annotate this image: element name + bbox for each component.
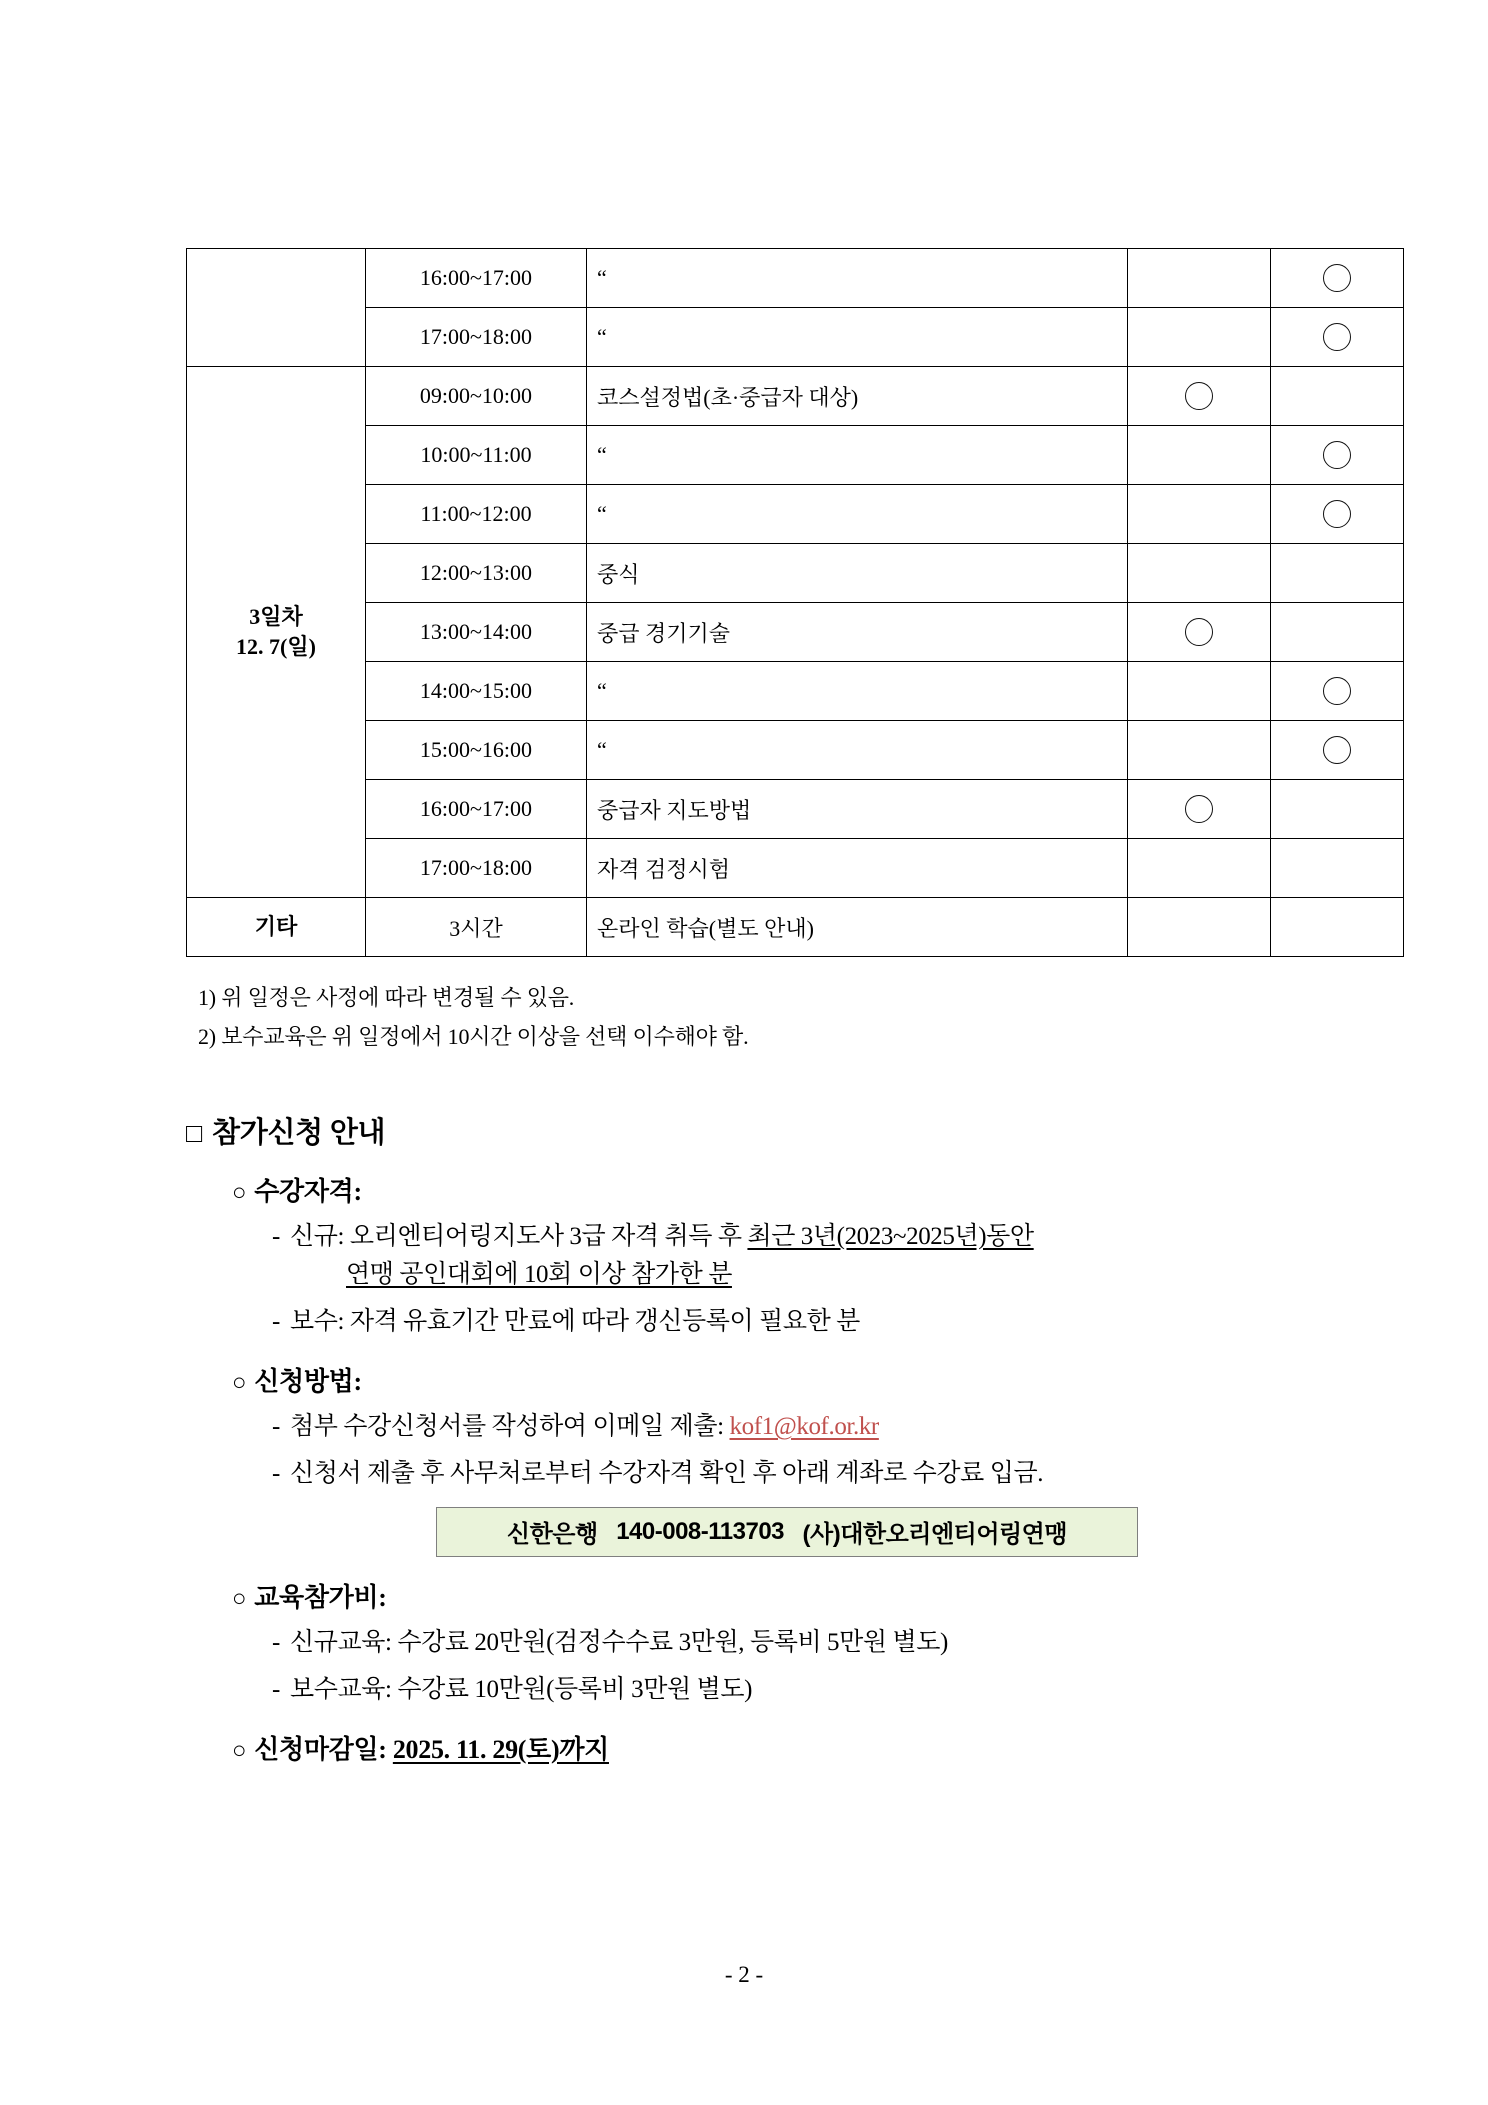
check-circle-icon (1323, 500, 1351, 528)
time-cell: 11:00~12:00 (366, 485, 587, 544)
table-row (187, 662, 1404, 721)
dash-bullet-icon: - (272, 1628, 280, 1656)
theory-cell (1128, 780, 1271, 839)
theory-cell (1128, 898, 1271, 957)
practice-cell (1271, 721, 1404, 780)
theory-cell (1128, 308, 1271, 367)
theory-cell (1128, 662, 1271, 721)
subject-cell: “ (587, 308, 1128, 367)
dash-bullet-icon: - (272, 1308, 280, 1335)
schedule-table (186, 248, 1404, 957)
table-notes (198, 979, 1306, 1056)
time-cell: 12:00~13:00 (366, 544, 587, 603)
table-row (187, 603, 1404, 662)
list-item-fee-renew (272, 1671, 1306, 1709)
theory-cell (1128, 367, 1271, 426)
qualification-new-line2: 연맹 공인대회에 10회 이상 참가한 분 (346, 1260, 732, 1288)
subject-cell: 중급자 지도방법 (587, 780, 1128, 839)
table-row (187, 780, 1404, 839)
list-item-fee (232, 1577, 1306, 1614)
time-cell: 17:00~18:00 (366, 839, 587, 898)
fee-label: 교육참가비: (254, 1582, 387, 1612)
table-row (187, 426, 1404, 485)
subject-cell: 중식 (587, 544, 1128, 603)
day-label-line1: 3일차 (249, 604, 303, 630)
table-row (187, 308, 1404, 367)
practice-cell (1271, 839, 1404, 898)
bank-account-holder: (사)대한오리엔티어링연맹 (802, 1521, 1068, 1548)
theory-cell (1128, 426, 1271, 485)
day-cell-empty-top (187, 249, 366, 367)
list-item-deadline (232, 1729, 1306, 1766)
page-number: - 2 - (724, 1962, 764, 1987)
circle-bullet-icon: ○ (232, 1737, 247, 1764)
table-row (187, 249, 1404, 308)
qualification-new-prefix: 신규: 오리엔티어링지도사 3급 자격 취득 후 (289, 1223, 748, 1250)
list-item-apply-payment (272, 1455, 1306, 1493)
check-circle-icon (1323, 677, 1351, 705)
subject-cell: 중급 경기기술 (587, 603, 1128, 662)
check-circle-icon (1185, 795, 1213, 823)
section-title: 참가신청 안내 (212, 1117, 386, 1149)
time-cell: 14:00~15:00 (366, 662, 587, 721)
qualification-renew-text: 보수: 자격 유효기간 만료에 따라 갱신등록이 필요한 분 (289, 1308, 860, 1335)
day-cell-etc: 기타 (187, 898, 366, 957)
dash-bullet-icon: - (272, 1460, 280, 1487)
subject-cell: 온라인 학습(별도 안내) (587, 898, 1128, 957)
bank-account-box (436, 1507, 1138, 1557)
bank-spacer1 (598, 1518, 617, 1546)
practice-cell (1271, 780, 1404, 839)
table-row (187, 485, 1404, 544)
table-row (187, 367, 1404, 426)
page-footer (0, 1962, 1488, 1988)
theory-cell (1128, 721, 1271, 780)
dash-bullet-icon: - (272, 1676, 280, 1703)
list-item-qualification-new-cont (346, 1256, 1306, 1294)
theory-cell (1128, 485, 1271, 544)
subject-cell: “ (587, 249, 1128, 308)
list-item-qualification (232, 1171, 1306, 1208)
deadline-value: 2025. 11. 29(토)까지 (392, 1734, 609, 1764)
bank-name: 신한은행 (506, 1521, 598, 1548)
schedule-table-body (187, 249, 1404, 957)
note-item: 2) 보수교육은 위 일정에서 10시간 이상을 선택 이수해야 함. (198, 1023, 749, 1049)
circle-bullet-icon: ○ (232, 1369, 247, 1396)
theory-cell (1128, 603, 1271, 662)
subject-cell: “ (587, 721, 1128, 780)
list-item-fee-new (272, 1624, 1306, 1662)
table-row (187, 721, 1404, 780)
practice-cell (1271, 308, 1404, 367)
practice-cell (1271, 662, 1404, 721)
time-cell: 17:00~18:00 (366, 308, 587, 367)
check-circle-icon (1323, 736, 1351, 764)
time-cell: 10:00~11:00 (366, 426, 587, 485)
time-cell: 16:00~17:00 (366, 780, 587, 839)
qualification-new-underline: 최근 3년(2023~2025년)동안 (747, 1223, 1034, 1250)
list-item-qualification-renew (272, 1303, 1306, 1341)
practice-cell (1271, 603, 1404, 662)
check-circle-icon (1323, 441, 1351, 469)
deadline-label: 신청마감일: (254, 1734, 393, 1764)
bank-spacer2 (784, 1518, 803, 1546)
how-to-apply-label: 신청방법: (254, 1366, 362, 1396)
practice-cell (1271, 367, 1404, 426)
document-content (186, 248, 1306, 1766)
subject-cell: “ (587, 662, 1128, 721)
dash-bullet-icon: - (272, 1223, 280, 1250)
table-row (187, 898, 1404, 957)
practice-cell (1271, 426, 1404, 485)
subject-cell: 자격 검정시험 (587, 839, 1128, 898)
table-row (187, 839, 1404, 898)
check-circle-icon (1323, 323, 1351, 351)
practice-cell (1271, 249, 1404, 308)
time-cell: 15:00~16:00 (366, 721, 587, 780)
list-item-how-to-apply (232, 1361, 1306, 1398)
practice-cell (1271, 485, 1404, 544)
list-item-apply-email (272, 1408, 1306, 1446)
square-bullet-icon: □ (186, 1118, 203, 1148)
apply-email-text: 첨부 수강신청서를 작성하여 이메일 제출: (289, 1412, 730, 1440)
time-cell: 16:00~17:00 (366, 249, 587, 308)
check-circle-icon (1185, 618, 1213, 646)
time-cell: 13:00~14:00 (366, 603, 587, 662)
time-cell: 3시간 (366, 898, 587, 957)
email-link[interactable]: kof1@kof.or.kr (729, 1412, 879, 1440)
circle-bullet-icon: ○ (232, 1180, 247, 1206)
practice-cell (1271, 898, 1404, 957)
practice-cell (1271, 544, 1404, 603)
day-cell-day3 (187, 367, 366, 898)
fee-new-text: 신규교육: 수강료 20만원(검정수수료 3만원, 등록비 5만원 별도) (289, 1628, 948, 1656)
subject-cell: “ (587, 426, 1128, 485)
subject-cell: “ (587, 485, 1128, 544)
day-label-line2: 12. 7(일) (236, 634, 316, 659)
section-heading-application (186, 1110, 1306, 1151)
fee-renew-text: 보수교육: 수강료 10만원(등록비 3만원 별도) (289, 1676, 753, 1703)
theory-cell (1128, 249, 1271, 308)
theory-cell (1128, 544, 1271, 603)
bank-account-number: 140-008-113703 (616, 1517, 785, 1545)
list-item-qualification-new (272, 1218, 1306, 1256)
dash-bullet-icon: - (272, 1412, 280, 1440)
check-circle-icon (1185, 382, 1213, 410)
check-circle-icon (1323, 264, 1351, 292)
apply-payment-text: 신청서 제출 후 사무처로부터 수강자격 확인 후 아래 계좌로 수강료 입금. (289, 1460, 1044, 1487)
time-cell: 09:00~10:00 (366, 367, 587, 426)
note-item: 1) 위 일정은 사정에 따라 변경될 수 있음. (198, 985, 575, 1010)
circle-bullet-icon: ○ (232, 1585, 247, 1612)
theory-cell (1128, 839, 1271, 898)
subject-cell: 코스설정법(초·중급자 대상) (587, 367, 1128, 426)
table-row (187, 544, 1404, 603)
qualification-label: 수강자격: (254, 1177, 362, 1206)
